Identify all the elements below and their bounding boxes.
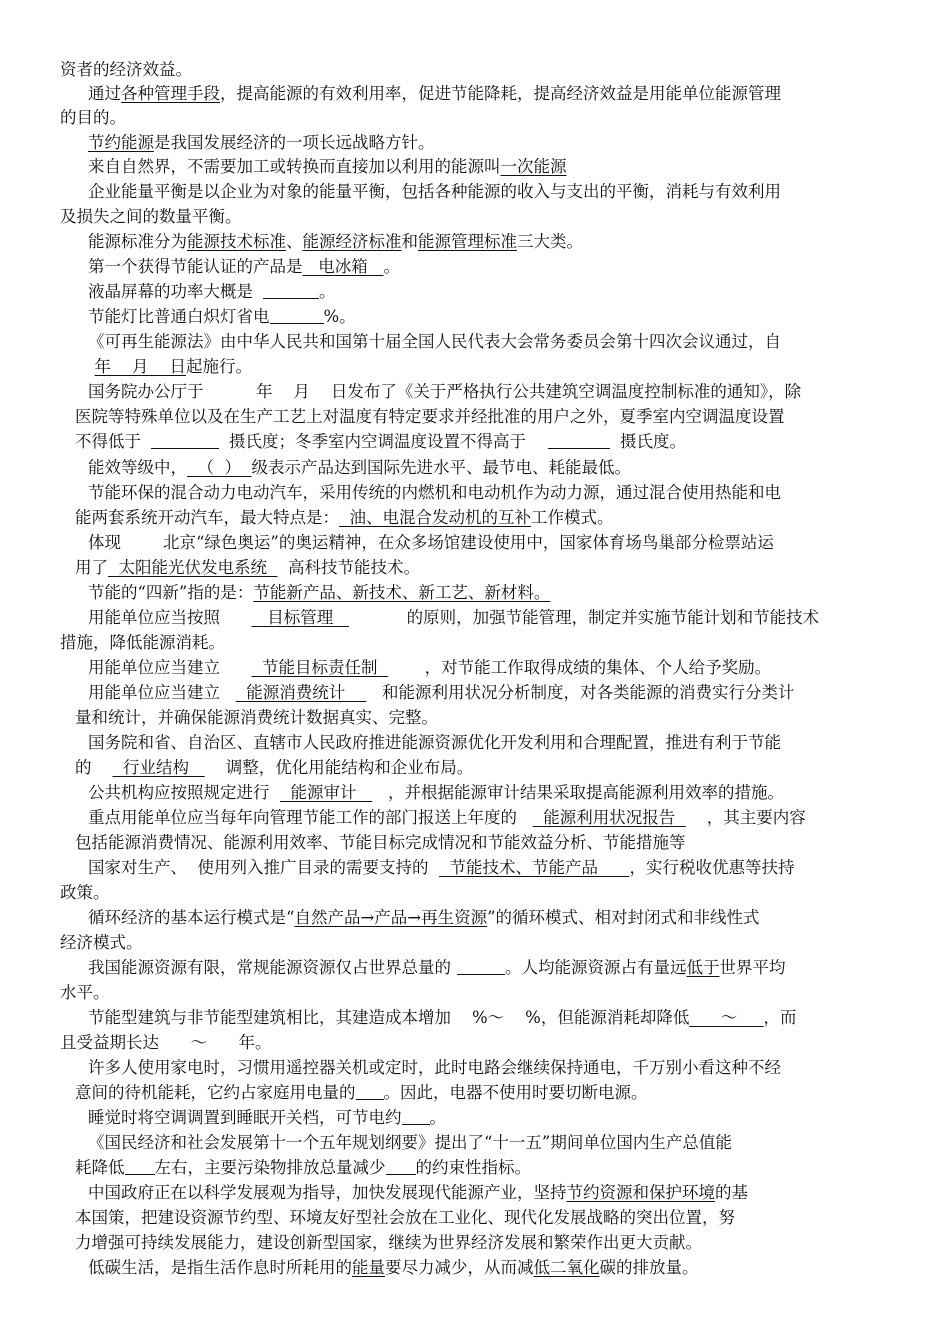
text-span: 。 <box>429 1108 446 1127</box>
text-span: 节能的“四新”指的是： <box>88 583 254 602</box>
text-span: 能效等级中， <box>88 458 187 477</box>
underlined-answer: 能源管理标准 <box>418 232 517 251</box>
text-span: 能源标准分为 <box>88 232 187 251</box>
text-span: ”的循环模式、相对封闭式和非线性式 <box>487 908 760 927</box>
text-span: 国家对生产、 使用列入推广目录的需要支持的 <box>88 858 439 877</box>
paragraph <box>60 1056 928 1081</box>
paragraph <box>60 956 928 981</box>
text-span: 工作模式。 <box>531 508 614 527</box>
underlined-answer: 行业结构 <box>112 758 205 777</box>
text-line <box>60 106 900 131</box>
text-span: 左右，主要污染物排放总量减少 <box>154 1158 386 1177</box>
text-span: 来自自然界，不需要加工或转换而直接加以利用的能源叫 <box>88 157 501 176</box>
text-line <box>75 405 915 430</box>
paragraph <box>60 531 928 556</box>
answer-blank <box>402 1106 430 1125</box>
underlined-answer: （ ） <box>187 458 252 477</box>
paragraph <box>60 255 928 280</box>
text-line <box>60 1031 900 1056</box>
text-span: ，提高能源的有效利用率，促进节能降耗，提高经济效益是用能单位能源管理 <box>220 84 781 103</box>
text-span: 要尽力减少，从而减 <box>385 1258 534 1277</box>
paragraph <box>60 806 928 831</box>
text-span: 是我国发展经济的一项长远战略方针。 <box>154 133 435 152</box>
underlined-answer: 电冰箱 <box>302 257 384 276</box>
text-line <box>60 205 900 230</box>
text-span: ，对节能工作取得成绩的集体、个人给予奖励。 <box>387 658 772 677</box>
text-span: 世界平均 <box>719 958 786 977</box>
text-span: 措施，降低能源消耗。 <box>60 633 225 652</box>
text-span: 包括能源消费情况、能源利用效率、节能目标完成情况和节能效益分析、节能措施等 <box>75 833 686 852</box>
text-span: 体现 北京“绿色奥运”的奥运精神，在众多场馆建设使用中，国家体育场鸟巢部分检票站运 <box>88 533 774 552</box>
underlined-answer: 能源利用状况报告 <box>532 808 686 827</box>
underlined-answer: 自然产品→产品→再生资源 <box>294 908 488 927</box>
text-span: ，其主要内容 <box>685 808 806 827</box>
text-span: 及损失之间的数量平衡。 <box>60 207 242 226</box>
text-span: 通过 <box>88 84 121 103</box>
text-span: 公共机构应按照规定进行 <box>88 783 280 802</box>
answer-blank <box>270 305 324 324</box>
answer-blank <box>263 280 319 299</box>
text-span: 力增强可持续发展能力，建设创新型国家，继续为世界经济发展和繁荣作出更大贡献。 <box>75 1233 702 1252</box>
underlined-answer: 节约资源和保护环境 <box>566 1183 715 1202</box>
text-line <box>75 1156 915 1181</box>
paragraph <box>60 581 928 606</box>
text-span: 调整，优化用能结构和企业布局。 <box>204 758 474 777</box>
text-span: 用能单位应当建立 <box>88 683 236 702</box>
paragraph <box>60 656 928 681</box>
text-line <box>60 58 900 83</box>
paragraph <box>60 456 928 481</box>
text-span: 《可再生能源法》由中华人民共和国第十届全国人民代表大会常务委员会第十四次会议通过，自 <box>88 332 781 351</box>
text-span: 企业能量平衡是以企业为对象的能量平衡，包括各种能源的收入与支出的平衡，消耗与有效利用 <box>88 182 781 201</box>
underlined-date: 年 月 日 <box>94 357 186 376</box>
text-line <box>75 756 915 781</box>
text-line <box>60 931 900 956</box>
paragraph <box>60 1106 928 1131</box>
text-span: 许多人使用家电时，习惯用遥控器关机或定时，此时电路会继续保持通电，千万别小看这种不经 <box>88 1058 781 1077</box>
text-span: 用能单位应当按照 <box>88 608 252 627</box>
text-span: 意间的待机能耗，它约占家庭用电量的 <box>75 1083 356 1102</box>
text-span: 能两套系统开动汽车，最大特点是： <box>75 508 339 527</box>
paragraph <box>60 1181 928 1206</box>
paragraph <box>60 781 928 806</box>
text-span: 的基 <box>715 1183 748 1202</box>
text-span: 资者的经济效益。 <box>60 60 192 79</box>
text-span: 和能源利用状况分析制度，对各类能源的消费实行分类计 <box>366 683 795 702</box>
text-line <box>75 1081 915 1106</box>
text-span: 不得低于 <box>75 432 141 451</box>
text-span: 、 <box>286 232 303 251</box>
answer-blank <box>386 1156 416 1175</box>
underlined-answer: 油、电混合发动机的互补 <box>339 508 531 527</box>
paragraph <box>60 155 928 180</box>
underlined-answer: 目标管理 <box>251 608 349 627</box>
answer-blank <box>356 1081 384 1100</box>
underlined-answer: 低二氧化 <box>533 1258 600 1277</box>
text-span: 节能灯比普通白炽灯省电 <box>88 307 270 326</box>
text-span: 中国政府正在以科学发展观为指导，加快发展现代能源产业，坚持 <box>88 1183 567 1202</box>
paragraph <box>60 330 928 355</box>
text-span: 摄氏度。 <box>620 432 686 451</box>
text-line <box>75 1231 915 1256</box>
paragraph <box>60 180 928 205</box>
text-span: 的原则，加强节能管理，制定并实施节能计划和节能技术 <box>348 608 820 627</box>
text-span: 的约束性指标。 <box>415 1158 531 1177</box>
text-span: 耗降低 <box>75 1158 125 1177</box>
underlined-answer: 能源技术标准 <box>187 232 286 251</box>
underlined-answer: 低于 <box>686 958 720 977</box>
text-span: 节能环保的混合动力电动汽车，采用传统的内燃机和电动机作为动力源，通过混合使用热能和电 <box>88 483 781 502</box>
text-span: 水平。 <box>60 983 110 1002</box>
text-span: 睡觉时将空调调置到睡眠开关档，可节电约 <box>88 1108 402 1127</box>
text-span: ，实行税收优惠等扶持 <box>629 858 795 877</box>
answer-blank <box>151 430 219 449</box>
text-span: 摄氏度；冬季室内空调温度设置不得高于 <box>229 432 526 451</box>
paragraph <box>60 1256 928 1281</box>
text-span: ，并根据能源审计结果采取提高能源利用效率的措施。 <box>372 783 784 802</box>
text-span: 国务院办公厅于 年 月 日发布了《关于严格执行公共建筑空调温度控制标准的通知》，除 <box>88 382 802 401</box>
text-span: 三大类。 <box>517 232 583 251</box>
text-span: 用能单位应当建立 <box>88 658 252 677</box>
paragraph <box>60 606 928 631</box>
text-line <box>75 506 915 531</box>
text-span: 国务院和省、自治区、直辖市人民政府推进能源资源优化开发利用和合理配置，推进有利于节能 <box>88 733 781 752</box>
text-span: 医院等特殊单位以及在生产工艺上对温度有特定要求并经批准的用户之外，夏季室内空调温度设置 <box>75 407 785 426</box>
text-span: 量和统计，并确保能源消费统计数据真实、完整。 <box>75 708 438 727</box>
text-line <box>75 706 915 731</box>
text-span: 高科技节能技术。 <box>277 558 420 577</box>
text-line <box>75 1206 915 1231</box>
paragraph <box>60 906 928 931</box>
text-line <box>75 430 915 455</box>
underlined-answer: 能量 <box>352 1258 385 1277</box>
text-span: 且受益期长达 ～ 年。 <box>60 1033 272 1052</box>
underlined-answer: 节能目标责任制 <box>251 658 388 677</box>
answer-blank <box>548 430 610 449</box>
text-span: 第一个获得节能认证的产品是 <box>88 257 303 276</box>
text-span: 的目的。 <box>60 108 126 127</box>
underlined-answer: 能源消费统计 <box>235 683 367 702</box>
text-span: 节能型建筑与非节能型建筑相比，其建造成本增加 %～ %，但能源消耗却降低 <box>88 1008 690 1027</box>
underlined-answer: ～ <box>689 1008 764 1027</box>
text-span: 《国民经济和社会发展第十一个五年规划纲要》提出了“十一五”期间单位国内生产总值能 <box>88 1133 732 1152</box>
paragraph <box>60 481 928 506</box>
underlined-answer: 节能技术、节能产品 <box>438 858 630 877</box>
text-span: 用了 <box>75 558 108 577</box>
paragraph <box>60 305 928 330</box>
underlined-answer: 能源审计 <box>280 783 373 802</box>
underlined-answer: 各种管理手段 <box>121 84 220 103</box>
text-line <box>60 881 900 906</box>
text-line <box>75 556 915 581</box>
text-span: 。人均能源资源占有量远 <box>505 958 687 977</box>
paragraph <box>60 380 928 405</box>
text-span: 起施行。 <box>186 357 252 376</box>
text-span: 经济模式。 <box>60 933 143 952</box>
paragraph <box>60 1131 928 1156</box>
underlined-answer: 一次能源 <box>500 157 567 176</box>
text-span: 重点用能单位应当每年向管理节能工作的部门报送上年度的 <box>88 808 533 827</box>
text-span: 循环经济的基本运行模式是“ <box>88 908 295 927</box>
paragraph <box>60 681 928 706</box>
text-span: %。 <box>323 307 356 326</box>
text-span: 政策。 <box>60 883 110 902</box>
text-line <box>60 355 900 380</box>
answer-blank <box>125 1156 155 1175</box>
text-span: 本国策，把建设资源节约型、环境友好型社会放在工业化、现代化发展战略的突出位置，努 <box>75 1208 735 1227</box>
underlined-answer: 节能新产品、新技术、新工艺、新材料。 <box>253 583 551 602</box>
text-span: 的 <box>75 758 113 777</box>
text-span: ，而 <box>763 1008 797 1027</box>
answer-blank <box>457 956 505 975</box>
text-span: 我国能源资源有限，常规能源资源仅占世界总量的 <box>88 958 451 977</box>
underlined-answer: 节约能源 <box>88 133 154 152</box>
text-span: 液晶屏幕的功率大概是 <box>88 282 253 301</box>
text-line <box>60 631 900 656</box>
paragraph <box>60 280 928 305</box>
text-span: 。 <box>383 257 400 276</box>
underlined-answer: 能源经济标准 <box>302 232 402 251</box>
paragraph <box>60 131 928 156</box>
text-line <box>60 981 900 1006</box>
paragraph <box>60 856 928 881</box>
text-span: 碳的排放量。 <box>599 1258 699 1277</box>
text-line <box>75 831 915 856</box>
text-span: 。因此，电器不使用时要切断电源。 <box>383 1083 648 1102</box>
paragraph <box>60 1006 928 1031</box>
text-span: 级表示产品达到国际先进水平、最节电、耗能最低。 <box>251 458 631 477</box>
text-span: 。 <box>319 282 336 301</box>
text-span: 和 <box>401 232 418 251</box>
underlined-answer: 太阳能光伏发电系统 <box>108 558 278 577</box>
paragraph <box>60 82 928 107</box>
text-span: 低碳生活，是指生活作息时所耗用的 <box>88 1258 352 1277</box>
paragraph <box>60 230 928 255</box>
paragraph <box>60 731 928 756</box>
